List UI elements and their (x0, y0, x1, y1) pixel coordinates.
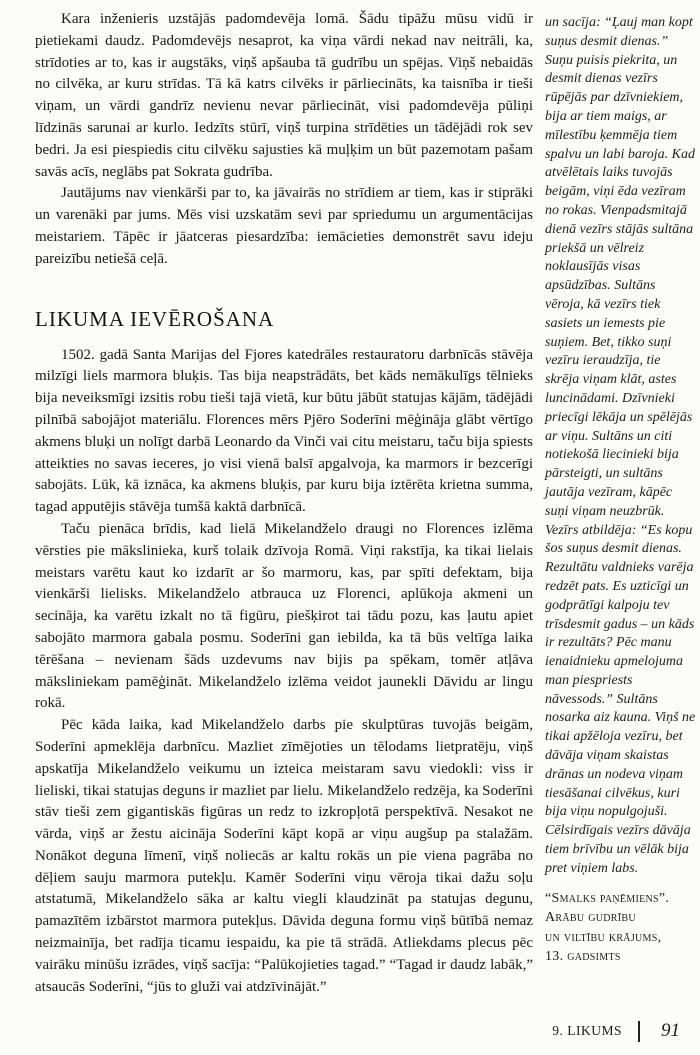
page-footer (552, 1020, 680, 1042)
sidebar-attribution (545, 889, 697, 967)
footer-chapter-label: 9. LIKUMS (552, 1023, 622, 1038)
paragraph-body-1: 1502. gadā Santa Marijas del Fjores katedrāles restauratoru darbnīcās stāvēja milzīgi liels marmora bluķis. Tas bija neapstrādāts, bet kāds nemākulīgs tēlnieks bija neveiksmīgi izsitis robu tieši tajā vietā, kur būtu jābūt statujas kājām, tādējādi pilnībā sabojājot materiālu. Florences mērs Pjēro Soderīni mēģināja glābt vērtīgo akmens bluķi un nolīgt darbā Leonardo da Vinči vai citu meistaru, taču bija spiests atteikties no savas ieceres, jo visi vienā balsī apgalvoja, ka marmors ir bezcerīgi sabojāts. Lūk, kā iznāca, ka akmens bluķis, par kuru bija iztērēta krietna summa, tagad apputējis stāvēja tumšā kaktā darbnīcā. (35, 346, 533, 516)
sidebar-attribution-line: un viltību krājums, (545, 929, 662, 945)
footer-divider (638, 1021, 640, 1042)
sidebar-quote-text: un sacīja: “Ļauj man kopt suņus desmit dienas.” Suņu puisis piekrita, un desmit dienas vezīrs rūpējās par dzīvniekiem, bija ar tiem maigs, ar mīlestību ķemmēja tiem spalvu un labi baroja. Kad atvēlētais laiks tuvojās beigām, viņi ēda vezīram no rokas. Vienpadsmitajā dienā vezīrs stājās sultāna priekšā un vēlreiz noklausījās visas apsūdzības. Sultāns vēroja, kā vezīrs tiek sasiets un iemests pie suņiem. Bet, tikko suņi vezīru ieraudzīja, tie skrēja viņam klāt, astes luncinādami. Dzīvnieki priecīgi lēkāja un spēlējās ar viņu. Sultāns un citi notiekošā liecinieki bija pārsteigti, un sultāns jautāja vezīram, kāpēc suņi viņam neuzbrūk. Vezīrs atbildēja: “Es kopu šos suņus desmit dienas. Rezultātu valdnieks varēja redzēt pats. Es uzticīgi un godprātīgi kalpoju tev trīsdesmit gadus – un kāds ir rezultāts? Pēc manu ienaidnieku apmelojuma man piespriests nāvessods.” Sultāns nosarka aiz kauna. Viņš ne tikai apžēloja vezīru, bet dāvāja viņam skaistas drānas un nodeva viņam tiesāšanai cilvēkus, kuri bija viņu nopulgojuši. Cēlsirdīgais vezīrs dāvāja tiem brīvību un vēlāk bija pret viņiem labs. (545, 15, 696, 876)
sidebar-attribution-line: “Smalks paņēmiens”. (545, 890, 670, 906)
paragraph-intro-1: Kara inženieris uzstājās padomdevēja lomā. Šādu tipāžu mūsu vidū ir pietiekami daudz. Padomdevējs nesaprot, ka viņa vārdi nekad nav neitrāli, ka, strīdoties ar to, kas ir augstāks, viņš apšauba tā gudrību un spējas. Viņš nebaidās no cilvēka, ar kuru strīdas. Tā kā katrs cilvēks ir pārliecināts, ka taisnība ir tieši viņam, un vārdi gandrīz nevienu nevar pārliecināt, visi padomdevēja pūliņi līdzinās sarunai ar kurlo. Iedzīts stūrī, viņš turpina strīdēties un tādējādi rok sev bedri. Ja esi piespiedis citu cilvēku sajusties kā muļķim un būt pazemotam pašam savās acīs, neglābs pat Sokrata gudrība. (35, 11, 533, 180)
paragraph-intro-2: Jautājums nav vienkārši par to, ka jāvairās no strīdiem ar tiem, kas ir stiprāki un varenāki par jums. Mēs visi uzskatām sevi par spriedumu un argumentācijas meistariem. Tāpēc ir jāatceras piesardzība: iemācieties demonstrēt savu ideju pareizību netiešā ceļā. (35, 185, 533, 267)
sidebar-column (545, 14, 697, 967)
paragraph-body-2: Taču pienāca brīdis, kad lielā Mikelandželo draugi no Florences izlēma vērsties pie mākslinieka, kurš tolaik dzīvoja Romā. Viņi rakstīja, ka tikai lielais meistars varētu kaut ko izdarīt ar šo marmoru, kas, par spīti defektam, bija vienkārši lielisks. Mikelandželo atbrauca uz Florenci, aplūkoja akmeni un secināja, ka varētu izkalt no tā figūru, piešķirot tai tādu pozu, kas ļautu apiet sabojāto marmora gabala posmu. Soderīni gan iebilda, ka tā būs veltīga laika tērēšana – nevienam šāds uzdevums nav bijis pa spēkam, tomēr atļāva māksliniekam pamēģināt. Mikelandželo izlēma veidot jaunekli Dāvidu ar lingu rokā. (35, 520, 533, 712)
paragraph-body-3: Pēc kāda laika, kad Mikelandželo darbs pie skulptūras tuvojās beigām, Soderīni apmeklēja darbnīcu. Mazliet zīmējoties un tēlodams lietpratēju, viņš apskatīja Mikelandželo veikumu un izteica meistaram savu viedokli: viss ir lieliski, tikai statujas deguns ir mazliet par lielu. Mikelandželo redzēja, ka Soderīni stāv tieši zem gigantiskās figūras un redz to izkropļotā perspektīvā. Nesakot ne vārda, viņš ar žestu aicināja Soderīni kāpt kopā ar viņu augšup pa stalažām. Nonākot deguna līmenī, viņš noliecās ar kaltu rokās un pie viena pagrāba no dēļiem sauju marmora putekļu. Kamēr Soderīni viņu vēroja tikai dažu soļu atstatumā, Mikelandželo sāka ar kaltu viegli klaudzināt pa statujas degunu, pamazītēm izbārstot marmora putekļus. Dāvida deguna formu viņš būtībā nemaz neizmainīja, bet radīja ticamu iespaidu, ka pie tā strādā. Atliekdams plecus pēc vairāku minūšu izrādes, viņš sacīja: “Palūkojieties tagad.” “Tagad ir daudz labāk,” atsaucās Soderīni, “jūs to gluži vai atdzīvinājāt.” (35, 717, 533, 995)
section-heading: LIKUMA IEVĒROŠANA (35, 306, 275, 331)
main-text-column (35, 9, 533, 998)
sidebar-attribution-line: 13. gadsimts (545, 949, 621, 965)
footer-page-number: 91 (661, 1020, 680, 1041)
sidebar-attribution-line: Arābu gudrību (545, 910, 636, 926)
